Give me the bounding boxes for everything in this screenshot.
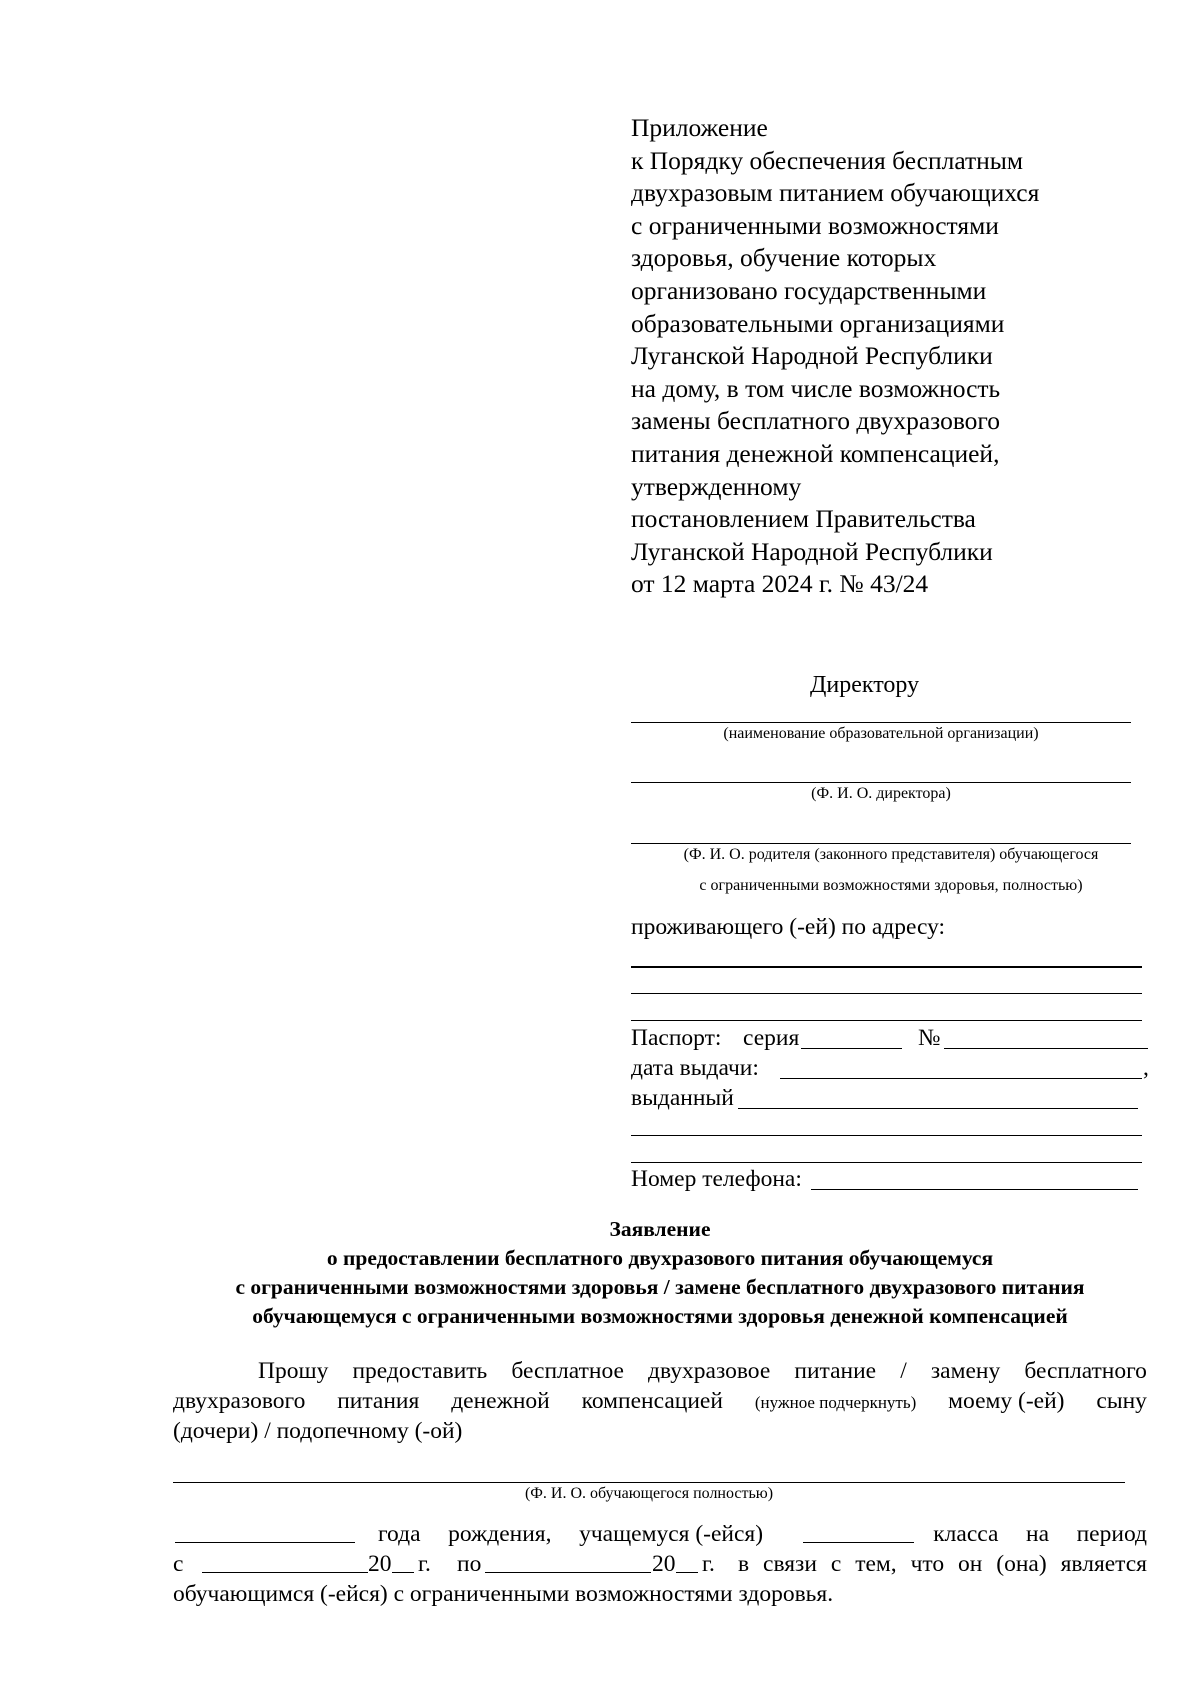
parent-name-caption-1: (Ф. И. О. родителя (законного представителя) обучающегося: [683, 846, 1099, 863]
body-word: учащемуся (-ейся): [579, 1521, 764, 1547]
issued-by-label: выданный: [631, 1085, 734, 1111]
appendix-line: на дому, в том числе возможность: [631, 373, 1001, 403]
issued-by-line-2[interactable]: [631, 1135, 1142, 1136]
body-word: предоставить: [352, 1358, 488, 1384]
body-word: питания: [337, 1388, 420, 1414]
passport-number-field[interactable]: [944, 1048, 1148, 1049]
body-word: двухразовое: [648, 1358, 771, 1384]
body-word: моему (-ей): [948, 1388, 1065, 1414]
body-word: компенсацией: [581, 1388, 723, 1414]
statement-title: [160, 1215, 1160, 1331]
body-line-1: [258, 1356, 1147, 1386]
appendix-line: Приложение: [631, 113, 768, 142]
appendix-line: к Порядку обеспечения бесплатным: [631, 145, 1024, 175]
body-word: связи: [763, 1551, 817, 1577]
passport-series-field[interactable]: [801, 1048, 902, 1049]
year-prefix-from: 20: [368, 1551, 392, 1577]
body-word: тем,: [855, 1551, 897, 1577]
year-suffix-from: г.: [418, 1551, 431, 1577]
appendix-line: от 12 марта 2024 г. № 43/24: [631, 569, 929, 599]
appendix-line: двухразовым питанием обучающихся: [631, 178, 1040, 208]
appendix-line: здоровья, обучение которых: [631, 243, 937, 273]
passport-series-label: серия: [743, 1025, 800, 1051]
year-prefix-to: 20: [652, 1551, 676, 1577]
body-word: (она): [996, 1551, 1047, 1577]
from-label: с: [173, 1551, 184, 1577]
body-word: /: [900, 1358, 907, 1384]
body-word: рождения,: [448, 1521, 552, 1547]
period-to-field[interactable]: [485, 1572, 651, 1573]
address-label: проживающего (-ей) по адресу:: [631, 914, 946, 940]
title-line-1: Заявление: [609, 1217, 711, 1241]
period-from-year-field[interactable]: [392, 1572, 414, 1573]
director-name-line[interactable]: [631, 782, 1131, 783]
body-word: сыну: [1096, 1388, 1147, 1414]
appendix-header: [631, 112, 1111, 601]
parent-name-caption-2: с ограниченными возможностями здоровья, полностью): [699, 877, 1083, 894]
body-line-3: (дочери) / подопечному (-ой): [173, 1418, 463, 1444]
to-label: по: [457, 1551, 482, 1577]
appendix-line: замены бесплатного двухразового: [631, 406, 1001, 436]
body-word: бесплатного: [1024, 1358, 1147, 1384]
org-name-caption: (наименование образовательной организации): [723, 725, 1039, 742]
body-word: что: [910, 1551, 945, 1577]
director-name-caption: (Ф. И. О. директора): [811, 785, 951, 802]
title-line-2: о предоставлении бесплатного двухразового питания обучающемуся: [326, 1246, 994, 1270]
birth-year-field[interactable]: [175, 1542, 355, 1543]
period-to-year-field[interactable]: [676, 1572, 698, 1573]
choose-note: (нужное подчеркнуть): [754, 1393, 917, 1412]
address-line-2[interactable]: [631, 993, 1142, 994]
issued-by-field[interactable]: [738, 1108, 1138, 1109]
address-line-1[interactable]: [631, 966, 1142, 968]
year-suffix-to: г.: [702, 1551, 715, 1577]
body-word: является: [1060, 1551, 1147, 1577]
body-word: период: [1076, 1521, 1147, 1547]
body-line-4: [378, 1519, 1147, 1549]
student-name-field[interactable]: [173, 1482, 1125, 1483]
body-word: с: [830, 1551, 842, 1577]
title-line-3: с ограниченными возможностями здоровья / замене бесплатного двухразового питания: [235, 1275, 1085, 1299]
body-word: класса: [933, 1521, 999, 1547]
appendix-line: с ограниченными возможностями: [631, 210, 999, 240]
appendix-line: постановлением Правительства: [631, 504, 976, 534]
appendix-line: Луганской Народной Республики: [631, 536, 993, 566]
body-word: замену: [930, 1358, 1001, 1384]
body-word: Прошу: [258, 1358, 329, 1384]
body-word: года: [378, 1521, 421, 1547]
org-name-line[interactable]: [631, 722, 1131, 723]
grade-field[interactable]: [803, 1542, 914, 1543]
phone-label: Номер телефона:: [631, 1166, 802, 1192]
title-line-4: обучающемуся с ограниченными возможностями здоровья денежной компенсацией: [252, 1304, 1068, 1328]
address-line-3[interactable]: [631, 1020, 1142, 1021]
appendix-line: утвержденному: [631, 471, 802, 501]
body-word: на: [1026, 1521, 1050, 1547]
body-word: бесплатное: [511, 1358, 624, 1384]
issue-date-comma: ,: [1143, 1055, 1149, 1081]
body-line-2: [173, 1386, 1147, 1418]
phone-field[interactable]: [811, 1189, 1138, 1190]
to-director-label: Директору: [810, 672, 920, 698]
period-from-field[interactable]: [202, 1572, 368, 1573]
passport-number-label: №: [918, 1025, 941, 1051]
body-word: двухразового: [173, 1388, 306, 1414]
body-line-5-rest: [738, 1549, 1147, 1579]
parent-name-line[interactable]: [631, 843, 1131, 844]
grade-gap: [791, 1519, 906, 1549]
appendix-line: образовательными организациями: [631, 308, 1005, 338]
appendix-line: питания денежной компенсацией,: [631, 438, 1000, 468]
body-line-6: обучающимся (-ейся) с ограниченными возможностями здоровья.: [173, 1581, 834, 1607]
issued-by-line-3[interactable]: [631, 1162, 1142, 1163]
issue-date-field[interactable]: [780, 1078, 1142, 1079]
appendix-line: организовано государственными: [631, 275, 987, 305]
body-word: питание: [794, 1358, 877, 1384]
student-name-caption: (Ф. И. О. обучающегося полностью): [524, 1485, 774, 1502]
body-word: в: [738, 1551, 750, 1577]
body-word: денежной: [451, 1388, 550, 1414]
passport-label: Паспорт:: [631, 1025, 722, 1051]
issue-date-label: дата выдачи:: [631, 1055, 759, 1081]
body-word: он: [958, 1551, 983, 1577]
appendix-line: Луганской Народной Республики: [631, 341, 993, 371]
